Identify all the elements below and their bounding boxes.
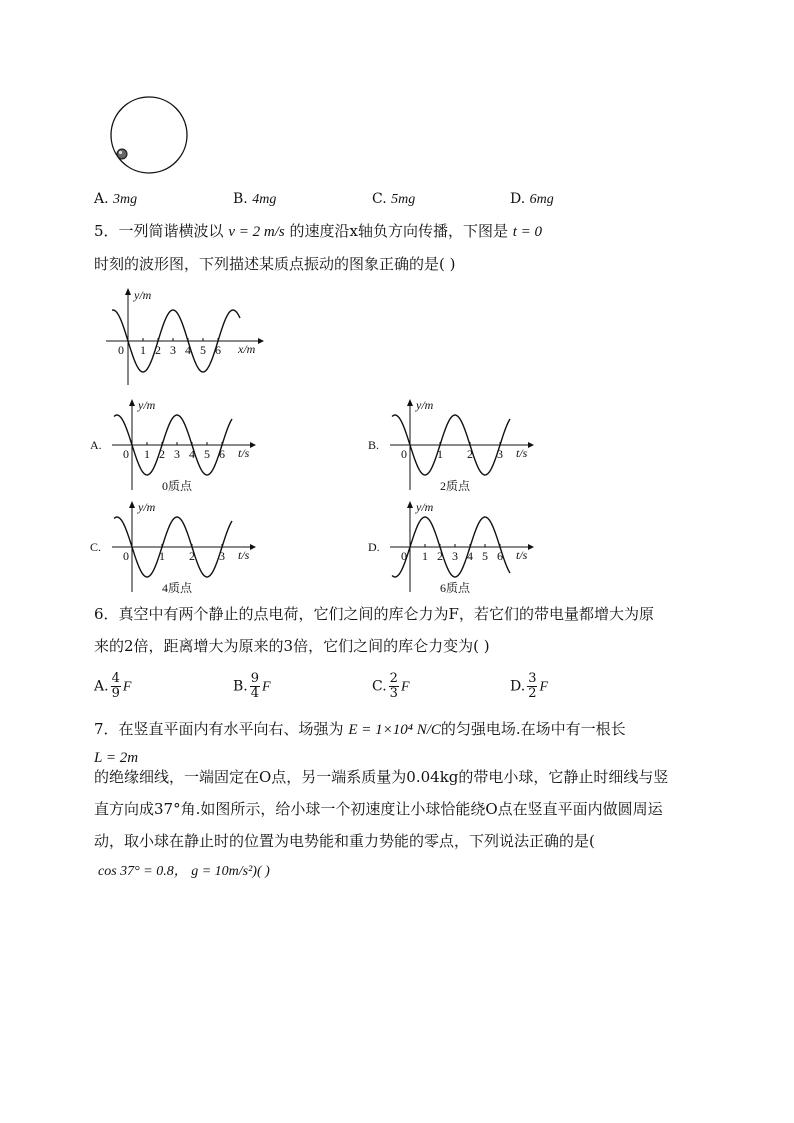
q6-option-b: B. $\frac{9}{4}$ F [233,671,271,701]
choice-ylabel: y/m [138,398,156,412]
choice-tick-label: 0 [123,549,129,563]
choice-tick-label: 3 [497,447,503,461]
q5-line2: 时刻的波形图，下列描述某质点振动的图象正确的是( ) [94,255,456,273]
choice-tick-label: 4 [467,549,473,563]
wave-xlabel: x/m [238,342,256,356]
wave-tick-label: 1 [140,343,146,357]
choice-tick-label: 3 [174,447,180,461]
choice-caption: 4质点 [162,581,193,595]
q6-option-c: C. $\frac{2}{3}$ F [372,671,410,701]
wave-tick-label: 5 [200,343,206,357]
choice-ylabel: y/m [416,398,434,412]
q4-option-d: D. 6mg [510,191,554,207]
choice-tick-label: 6 [219,447,225,461]
choice-ylabel: y/m [416,500,434,514]
wave-tick-label: 0 [118,343,124,357]
q7-length: L = 2m [94,750,139,766]
x-axis-arrow [528,544,534,550]
q7-line1: 7．在竖直平面内有水平向右、场强为 E = 1×10⁴ N/C的匀强电场.在场中有一根长 [94,720,626,738]
x-axis-arrow [528,442,534,448]
choice-tick-label: 1 [422,549,428,563]
q4-option-b: B. 4mg [233,191,277,207]
y-axis-arrow [129,399,135,406]
choice-caption: 0质点 [162,479,193,493]
choice-tick-label: 0 [123,447,129,461]
wave-tick-label: 6 [215,343,221,357]
choice-tick-label: 3 [452,549,458,563]
q7-line5: 动，取小球在静止时的位置为电势能和重力势能的零点，下列说法正确的是( [94,832,595,850]
q6-line2: 来的2倍，距离增大为原来的3倍，它们之间的库仑力变为( ) [94,637,490,655]
circle-figure [104,95,194,175]
choice-tick-label: 0 [401,447,407,461]
q4-option-a: A. 3mg [94,191,138,207]
choice-tick-label: 2 [189,549,195,563]
choice-label: C. [90,540,102,554]
choice-a-graph [90,398,270,496]
q6-option-d: D. $\frac{3}{2}$ F [510,671,549,701]
choice-tick-label: 5 [482,549,488,563]
wave-tick-label: 3 [170,343,176,357]
choice-tick-label: 3 [219,549,225,563]
ball [117,149,127,159]
choice-tick-label: 4 [189,447,195,461]
choice-xlabel: t/s [516,548,528,562]
x-axis-arrow [250,442,256,448]
choice-tick-label: 5 [204,447,210,461]
choice-tick-label: 1 [437,447,443,461]
choice-ylabel: y/m [138,500,156,514]
choice-tick-label: 1 [144,447,150,461]
q4-option-c: C. 5mg [372,191,416,207]
choice-xlabel: t/s [238,446,250,460]
choice-d-graph [368,500,548,598]
wave-tick-label: 4 [185,343,191,357]
choice-tick-label: 0 [401,549,407,563]
y-axis-arrow [407,501,413,508]
choice-c-graph [90,500,270,598]
choice-tick-label: 2 [437,549,443,563]
choice-label: B. [368,438,380,452]
q6-option-a: A. $\frac{4}{9}$ F [94,671,132,701]
wave-graph [100,285,270,385]
choice-tick-label: 1 [159,549,165,563]
choice-tick-label: 6 [497,549,503,563]
y-axis-arrow [407,399,413,406]
choice-xlabel: t/s [238,548,250,562]
q5-line1: 5．一列简谐横波以 v = 2 m/s 的速度沿x轴负方向传播，下图是 t = 0 [94,222,543,240]
choice-caption: 6质点 [440,581,471,595]
choice-caption: 2质点 [440,479,471,493]
q7-line4: 直方向成37°角.如图所示，给小球一个初速度让小球恰能绕O点在竖直平面内做圆周运 [94,800,663,818]
q7-line3: 的绝缘细线，一端固定在O点，另一端系质量为0.04kg的带电小球，它静止时细线与竖 [94,768,669,786]
choice-tick-label: 2 [159,447,165,461]
choice-tick-label: 2 [467,447,473,461]
q7-line6: cos 37° = 0.8， g = 10m/s²)( ) [98,864,270,879]
x-axis-arrow [250,544,256,550]
wave-tick-label: 2 [155,343,161,357]
choice-label: D. [368,540,380,554]
choice-xlabel: t/s [516,446,528,460]
q6-line1: 6．真空中有两个静止的点电荷，它们之间的库仑力为F，若它们的带电量都增大为原 [94,605,654,623]
choice-b-graph [368,398,548,496]
wave-ylabel: y/m [134,288,152,302]
y-axis-arrow [129,501,135,508]
choice-label: A. [90,438,102,452]
